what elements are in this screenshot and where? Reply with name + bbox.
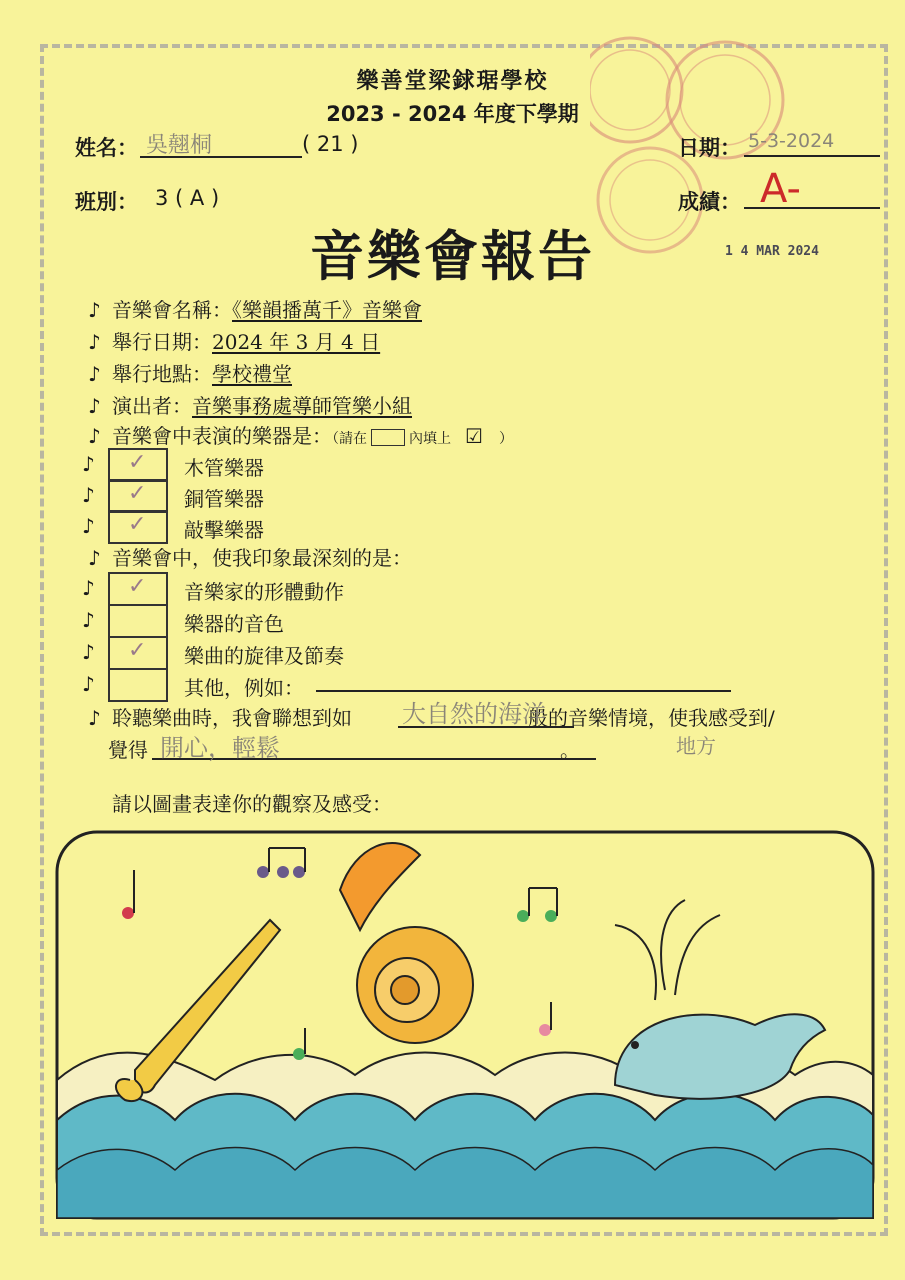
concert-name-value: 《樂韻播萬千》音樂會 (232, 298, 422, 322)
hint-box (371, 429, 405, 446)
music-note-icon: ♪ (82, 452, 95, 476)
check-mark-icon: ✓ (128, 450, 147, 475)
check-mark-icon: ✓ (128, 638, 147, 663)
concert-date-value: 2024 年 3 月 4 日 (212, 330, 381, 354)
impression-label: 其他，例如： (184, 676, 304, 700)
term-label: 2023 - 2024 年度下學期 (326, 102, 579, 126)
music-note-icon: ♪ (88, 424, 101, 448)
instrument-label: 木管樂器 (184, 456, 264, 480)
impression-label: 樂曲的旋律及節奏 (184, 644, 344, 668)
instruments-question: ♪ 音樂會中表演的樂器是：（請在 內填上 ☑ ） (88, 424, 513, 448)
performer-row: ♪ 演出者：音樂事務處導師管樂小組 (88, 394, 412, 418)
class-number: ( 21 ) (302, 132, 359, 156)
check-mark-icon: ✓ (128, 512, 147, 537)
concert-name-row: ♪ 音樂會名稱：《樂韻播萬千》音樂會 (88, 298, 422, 322)
feel-row: 覺得 。 (108, 738, 580, 762)
concert-date-row: ♪ 舉行日期：2024 年 3 月 4 日 (88, 330, 381, 354)
music-note-icon: ♪ (88, 330, 101, 354)
school-name: 樂善堂梁銶琚學校 (356, 69, 549, 94)
music-note-icon: ♪ (88, 298, 101, 322)
check-mark-icon: ✓ (128, 574, 147, 599)
drawing-area (55, 830, 875, 1220)
instrument-label: 銅管樂器 (184, 487, 264, 511)
checkbox-icon: ☑ (465, 424, 483, 448)
margin-note: 地方 (676, 734, 716, 758)
report-title: 音樂會報告 (310, 225, 595, 288)
impression-question: ♪ 音樂會中，使我印象最深刻的是： (88, 546, 412, 570)
impression-checkbox[interactable] (108, 604, 168, 638)
music-note-icon: ♪ (88, 706, 101, 730)
name-label: 姓名： (75, 136, 138, 160)
check-mark-icon: ✓ (128, 481, 147, 506)
music-note-icon: ♪ (82, 483, 95, 507)
music-note-icon: ♪ (88, 394, 101, 418)
performer-value: 音樂事務處導師管樂小組 (192, 394, 412, 418)
other-underline (316, 690, 731, 692)
music-note-icon: ♪ (82, 514, 95, 538)
imagine-value: 大自然的海洋 (402, 700, 546, 728)
grade-label: 成績： (678, 190, 741, 214)
impression-checkbox[interactable] (108, 668, 168, 702)
feel-value: 開心，輕鬆 (160, 734, 280, 762)
received-date-stamp: 1 4 MAR 2024 (725, 244, 819, 259)
venue-value: 學校禮堂 (212, 362, 292, 386)
impression-label: 音樂家的形體動作 (184, 580, 344, 604)
music-note-icon: ♪ (82, 576, 95, 600)
name-value: 吳翹桐 (146, 133, 213, 158)
music-note-icon: ♪ (88, 546, 101, 570)
music-note-icon: ♪ (82, 640, 95, 664)
date-value: 5-3-2024 (748, 130, 835, 152)
music-note-icon: ♪ (82, 608, 95, 632)
music-note-icon: ♪ (88, 362, 101, 386)
drawing-prompt: 請以圖畫表達你的觀察及感受： (112, 792, 392, 816)
class-label: 班別： (75, 190, 138, 214)
date-underline (744, 155, 880, 157)
class-value: 3 ( A ) (155, 186, 220, 210)
music-note-icon: ♪ (82, 672, 95, 696)
instrument-label: 敲擊樂器 (184, 518, 264, 542)
date-label: 日期： (678, 136, 741, 160)
venue-row: ♪ 舉行地點：學校禮堂 (88, 362, 292, 386)
grade-value: A- (760, 166, 801, 212)
impression-label: 樂器的音色 (184, 612, 284, 636)
imagine-row: ♪ 聆聽樂曲時，我會聯想到如 般的音樂情境，使我感受到/ (88, 706, 775, 730)
